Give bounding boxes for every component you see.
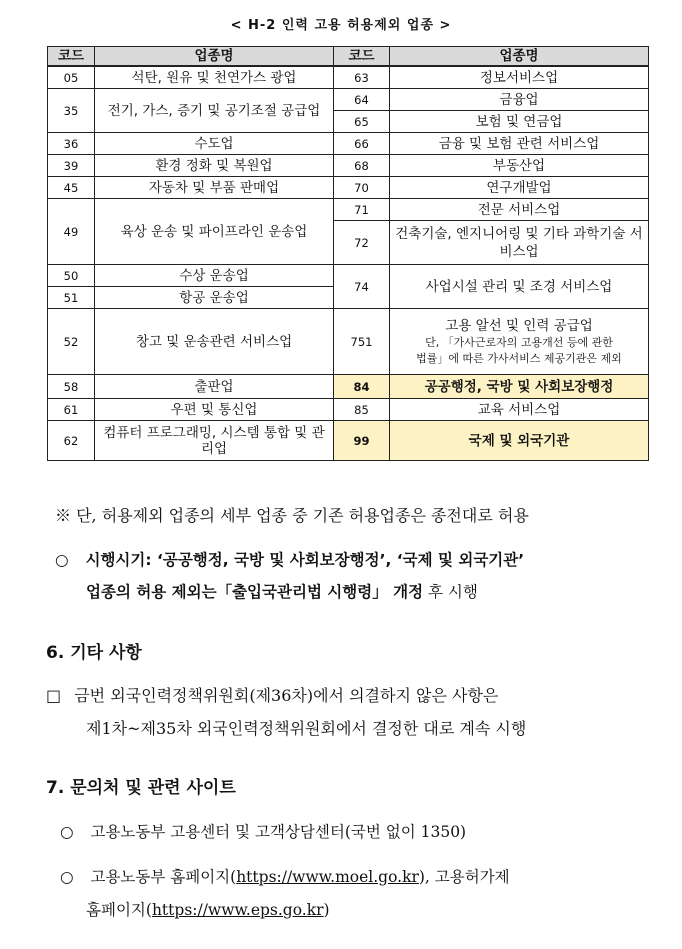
- industry-cell: 항공 운송업: [95, 287, 334, 309]
- table-row: [48, 421, 649, 461]
- section-6-text1: 금번 외국인력정책위원회(제36차)에서 의결하지 않은 사항은: [74, 686, 499, 705]
- contact-line: [60, 820, 466, 842]
- industry-cell: 건축기술, 엔지니어링 및 기타 과학기술 서비스업: [390, 221, 649, 265]
- moel-homepage-link[interactable]: https://www.moel.go.kr: [236, 868, 419, 886]
- site-line1: [60, 865, 510, 887]
- code-cell: 45: [48, 177, 95, 199]
- effective-date-text: 시행시기: ‘공공행정, 국방 및 사회보장행정’, ‘국제 및 외국기관’: [85, 551, 525, 569]
- code-cell: 58: [48, 375, 95, 399]
- site-line2: [86, 898, 330, 920]
- code-cell: 71: [334, 199, 390, 221]
- industry-cell-highlighted: 공공행정, 국방 및 사회보장행정: [390, 375, 649, 399]
- code-cell: 68: [334, 155, 390, 177]
- industry-name: 고용 알선 및 인력 공급업: [445, 317, 593, 334]
- code-cell: 49: [48, 199, 95, 265]
- contact-text: 고용노동부 고용센터 및 고객상담센터(국번 없이 1350): [90, 823, 467, 841]
- code-cell-highlighted: 84: [334, 375, 390, 399]
- site-text-suffix: ): [323, 901, 330, 919]
- code-cell: 751: [334, 309, 390, 375]
- exception-note-line: 법률」에 따른 가사서비스 제공기관은 제외: [416, 351, 622, 365]
- industry-cell: 교육 서비스업: [390, 399, 649, 421]
- effective-date-line1: [55, 548, 524, 570]
- code-cell: 51: [48, 287, 95, 309]
- circle-bullet-icon: ○: [60, 868, 74, 886]
- circle-bullet-icon: ○: [60, 823, 74, 841]
- square-bullet-icon: □: [46, 686, 62, 705]
- industry-cell: 부동산업: [390, 155, 649, 177]
- code-cell: 61: [48, 399, 95, 421]
- table-row: [48, 66, 649, 89]
- code-cell: 39: [48, 155, 95, 177]
- section-6-heading: 6. 기타 사항: [46, 643, 142, 663]
- industry-cell: 정보서비스업: [390, 66, 649, 89]
- code-cell: 35: [48, 89, 95, 133]
- section-6-line1: [46, 683, 498, 706]
- header-name-left: 업종명: [95, 47, 334, 67]
- code-cell-highlighted: 99: [334, 421, 390, 461]
- industry-cell: 육상 운송 및 파이프라인 운송업: [95, 199, 334, 265]
- industry-cell: 연구개발업: [390, 177, 649, 199]
- code-cell: 65: [334, 111, 390, 133]
- effective-date-rest-text: 후 시행: [423, 583, 478, 601]
- effective-date-line2: [86, 580, 478, 602]
- code-cell: 50: [48, 265, 95, 287]
- code-cell: 52: [48, 309, 95, 375]
- table-row: [48, 399, 649, 421]
- code-cell: 66: [334, 133, 390, 155]
- industry-cell: 보험 및 연금업: [390, 111, 649, 133]
- section-7-heading: 7. 문의처 및 관련 사이트: [46, 778, 236, 798]
- table-row: [48, 177, 649, 199]
- table-row: [48, 133, 649, 155]
- industry-cell: 수도업: [95, 133, 334, 155]
- header-code-right: 코드: [334, 47, 390, 67]
- code-cell: 85: [334, 399, 390, 421]
- table-row: [48, 199, 649, 221]
- effective-date-bold-text: 업종의 허용 제외는「출입국관리법 시행령」 개정: [86, 583, 424, 601]
- table-row: [48, 89, 649, 111]
- header-name-right: 업종명: [390, 47, 649, 67]
- industry-cell: 환경 정화 및 복원업: [95, 155, 334, 177]
- header-code-left: 코드: [48, 47, 95, 67]
- industry-cell: 금융 및 보험 관련 서비스업: [390, 133, 649, 155]
- industry-cell: 석탄, 원유 및 천연가스 광업: [95, 66, 334, 89]
- code-cell: 70: [334, 177, 390, 199]
- circle-bullet-icon: ○: [55, 551, 69, 569]
- code-cell: 62: [48, 421, 95, 461]
- industry-cell: 우편 및 통신업: [95, 399, 334, 421]
- code-cell: 72: [334, 221, 390, 265]
- industry-cell: [390, 309, 649, 375]
- industry-cell: 컴퓨터 프로그래밍, 시스템 통합 및 관리업: [95, 421, 334, 461]
- site-text-prefix: 고용노동부 홈페이지(: [90, 868, 237, 886]
- code-cell: 74: [334, 265, 390, 309]
- code-cell: 36: [48, 133, 95, 155]
- table-header-row: [48, 47, 649, 67]
- industry-cell: 전문 서비스업: [390, 199, 649, 221]
- table-caption: < H-2 인력 고용 허용제외 업종 >: [230, 18, 452, 33]
- table-row: [48, 265, 649, 287]
- industry-cell-highlighted: 국제 및 외국기관: [390, 421, 649, 461]
- section-6-line2: 제1차~제35차 외국인력정책위원회에서 결정한 대로 계속 시행: [86, 719, 527, 738]
- excluded-industries-table: [47, 46, 649, 461]
- eps-homepage-link[interactable]: https://www.eps.go.kr: [151, 901, 324, 919]
- exception-note-line: 단, 「가사근로자의 고용개선 등에 관한: [425, 335, 613, 349]
- table-row: [48, 375, 649, 399]
- code-cell: 64: [334, 89, 390, 111]
- industry-cell: 자동차 및 부품 판매업: [95, 177, 334, 199]
- code-cell: 05: [48, 66, 95, 89]
- industry-cell: 수상 운송업: [95, 265, 334, 287]
- site-text-suffix: ), 고용허가제: [418, 868, 510, 886]
- industry-cell: 전기, 가스, 증기 및 공기조절 공급업: [95, 89, 334, 133]
- industry-cell: 금융업: [390, 89, 649, 111]
- site-text-prefix: 홈페이지(: [86, 901, 152, 919]
- industry-cell: 창고 및 운송관련 서비스업: [95, 309, 334, 375]
- industry-cell: 출판업: [95, 375, 334, 399]
- exception-note: ※ 단, 허용제외 업종의 세부 업종 중 기존 허용업종은 종전대로 허용: [55, 506, 529, 525]
- table-row: [48, 155, 649, 177]
- table-row: [48, 309, 649, 375]
- code-cell: 63: [334, 66, 390, 89]
- industry-cell: 사업시설 관리 및 조경 서비스업: [390, 265, 649, 309]
